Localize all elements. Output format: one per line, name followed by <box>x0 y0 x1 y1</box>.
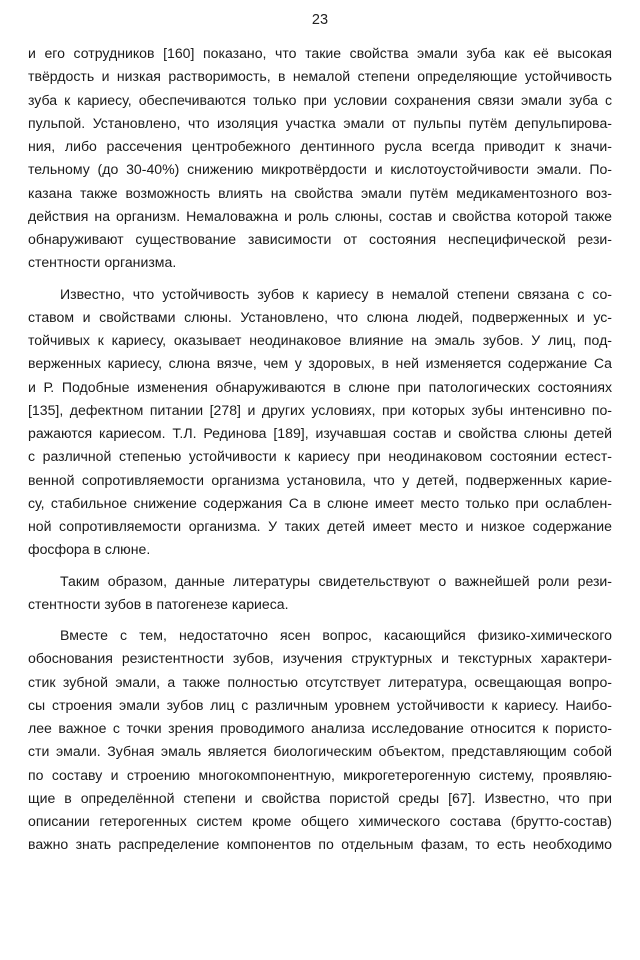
page-number: 23 <box>311 12 329 28</box>
text-line: тойчивых к кариесу, оказывает неодинаковое влияние на эмаль зубов. У лиц, под- <box>28 332 612 348</box>
text-line: стентности организма. <box>28 254 177 271</box>
text-line: Таким образом, данные литературы свидетельствуют о важнейшей роли рези- <box>60 572 612 589</box>
text-line: твёрдость и низкая растворимость, в немалой степени определяющие устойчивость <box>28 68 612 85</box>
text-line: верженных кариесу, слюна вязче, чем у здоровых, в ней изменяется содержание Са <box>28 355 612 372</box>
text-line: казана также возможность влиять на свойства эмали путём медикаментозного воз- <box>28 184 612 201</box>
text-line: сти эмали. Зубная эмаль является биологическим объектом, представляющим собой <box>28 743 612 760</box>
text-line: стентности зубов в патогенезе кариеса. <box>28 595 289 612</box>
text-line: и его сотрудников [160] показано, что такие свойства эмали зуба как её высокая <box>28 45 612 61</box>
text-line: действия на организм. Немаловажна и роль слюны, состав и свойства которой также <box>28 207 612 224</box>
text-line: ния, либо рассечения центробежного дентинного русла всегда приводит к значи- <box>28 138 612 154</box>
text-line: ставом и свойствами слюны. Установлено, что слюна людей, подверженных и ус- <box>28 308 612 325</box>
text-line: ражаются кариесом. Т.Л. Рединова [189], изучавшая состав и свойства слюны детей <box>28 425 612 441</box>
paragraph-1 <box>28 42 612 275</box>
text-line: лее важное с точки зрения проводимого анализа исследование относится к пористо- <box>28 720 612 736</box>
text-line: тельному (до 30-40%) снижению микротвёрдости и кислотоустойчивости эмали. По- <box>28 161 612 178</box>
text-line: [135], дефектном питании [278] и других условиях, при которых зубы интенсивно по- <box>28 401 612 418</box>
text-line: пульпой. Установлено, что изоляция участка эмали от пульпы путём депульпирова- <box>28 114 612 131</box>
paragraph-2 <box>28 283 612 562</box>
text-line: по составу и строению многокомпонентную, микрогетерогенную систему, проявляю- <box>28 766 612 783</box>
body-text <box>28 42 612 857</box>
text-line: щие в определённой степени и свойства пористой среды [67]. Известно, что при <box>28 789 612 806</box>
text-line: с различной степенью устойчивости к кариесу при неодинаковом состоянии естест- <box>28 448 612 465</box>
text-line: су, стабильное снижение содержания Са в слюне имеет место только при ослаблен- <box>28 494 612 511</box>
text-line: зуба к кариесу, обеспечиваются только при условии сохранения связи эмали зуба с <box>28 91 612 108</box>
paragraph-4 <box>28 624 612 857</box>
text-line: и Р. Подобные изменения обнаруживаются в слюне при патологических состояниях <box>28 378 612 395</box>
text-line: венной сопротивляемости организма установила, что у детей, подверженных карие- <box>28 471 612 488</box>
paragraph-gap <box>28 275 612 283</box>
text-line: Известно, что устойчивость зубов к кариесу в немалой степени связана с со- <box>60 285 612 302</box>
paragraph-3 <box>28 570 612 617</box>
text-line: обнаруживают существование зависимости от состояния неспецифической рези- <box>28 231 612 247</box>
text-line: ной сопротивляемости организма. У таких детей имеет место и низкое содержание <box>28 518 612 534</box>
paragraph-gap <box>28 562 612 570</box>
paragraph-gap <box>28 616 612 624</box>
text-line: Вместе с тем, недостаточно ясен вопрос, касающийся физико-химического <box>60 627 612 643</box>
text-line: обоснования резистентности зубов, изучения структурных и текстурных характери- <box>28 650 612 667</box>
text-line: сы строения эмали зубов лиц с различным уровнем устойчивости к кариесу. Наибо- <box>28 696 612 713</box>
text-line: фосфора в слюне. <box>28 541 151 558</box>
text-line: описании гетерогенных систем кроме общего химического состава (брутто-состав) <box>28 813 612 829</box>
text-line: важно знать распределение компонентов по отдельным фазам, то есть необходимо <box>28 836 612 853</box>
text-line: стик зубной эмали, а также полностью отсутствует литература, освещающая вопро- <box>28 673 612 690</box>
